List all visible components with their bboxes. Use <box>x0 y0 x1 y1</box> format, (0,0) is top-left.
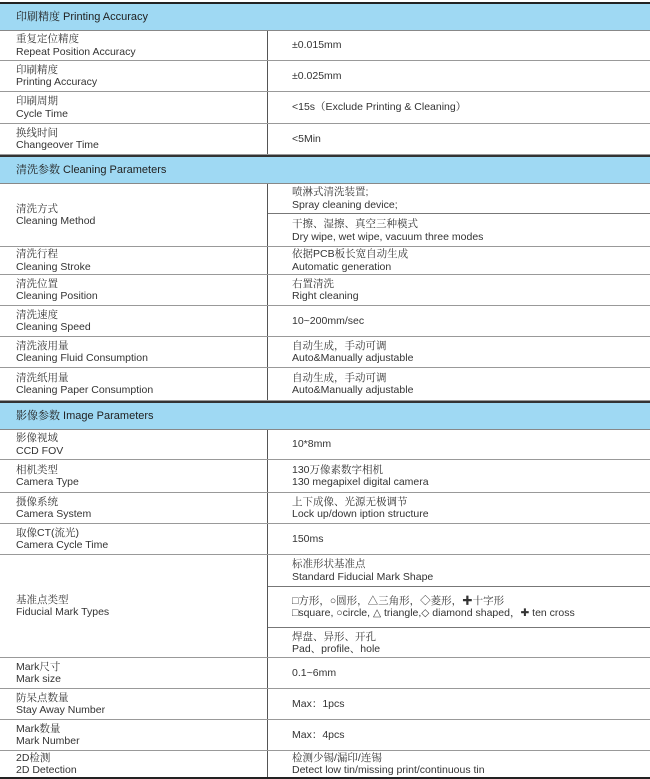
label-zh: 印刷周期 <box>16 95 58 107</box>
value-line: 10*8mm <box>292 438 332 451</box>
label-zh: 清洗速度 <box>16 308 58 321</box>
label-zh: 重复定位精度 <box>16 33 79 45</box>
param-value <box>268 31 650 60</box>
value-line: Pad、profile、hole <box>292 643 381 655</box>
table-row <box>0 689 650 720</box>
value-cell <box>268 124 650 154</box>
value-line: 自动生成，手动可调 <box>292 339 387 352</box>
label-zh: 清洗方式 <box>16 202 58 215</box>
value-line: 干擦、湿擦、真空三种模式 <box>292 218 418 230</box>
value-cell <box>268 306 650 336</box>
param-label <box>0 689 268 719</box>
value-cell <box>268 92 650 123</box>
label-en: Cleaning Speed <box>16 321 91 333</box>
table-row <box>0 337 650 368</box>
value-line: Lock up/down iption structure <box>292 508 429 520</box>
label-zh: 相机类型 <box>16 463 58 476</box>
param-value <box>268 92 650 123</box>
value-cell <box>268 275 650 305</box>
label-zh: 印刷精度 <box>16 63 58 76</box>
param-label <box>0 184 268 246</box>
value-line: □square, ○circle, △ triangle,◇ diamond shaped，✚ ten cross <box>292 607 575 619</box>
table-row <box>0 555 650 658</box>
param-label <box>0 247 268 274</box>
param-value <box>268 658 650 688</box>
label-zh: Mark尺寸 <box>16 660 61 673</box>
param-value <box>268 247 650 274</box>
value-cell <box>268 628 650 658</box>
param-value <box>268 493 650 523</box>
value-line: 自动生成，手动可调 <box>292 371 387 384</box>
value-line: 焊盘、异形、开孔 <box>292 630 376 643</box>
table-row <box>0 124 650 155</box>
param-label <box>0 658 268 688</box>
label-zh: Mark数量 <box>16 722 61 735</box>
param-value <box>268 460 650 492</box>
param-label <box>0 337 268 367</box>
table-row <box>0 306 650 337</box>
value-cell <box>268 493 650 523</box>
table-row <box>0 368 650 401</box>
param-value <box>268 689 650 719</box>
table-row <box>0 275 650 306</box>
value-cell <box>268 31 650 60</box>
param-label <box>0 61 268 91</box>
label-en: Cleaning Stroke <box>16 260 91 273</box>
value-line: Max：4pcs <box>292 728 345 741</box>
label-en: Cleaning Fluid Consumption <box>16 352 148 364</box>
table-row <box>0 720 650 751</box>
label-en: Changeover Time <box>16 139 99 151</box>
param-value <box>268 275 650 305</box>
value-cell <box>268 587 650 628</box>
param-label <box>0 368 268 400</box>
label-en: Cleaning Method <box>16 215 96 227</box>
label-zh: 清洗纸用量 <box>16 371 69 384</box>
value-cell <box>268 214 650 247</box>
value-line: 0.1~6mm <box>292 666 337 679</box>
label-zh: 基准点类型 <box>16 593 69 606</box>
table-row <box>0 247 650 275</box>
param-value <box>268 430 650 459</box>
table-row <box>0 184 650 247</box>
value-line: Detect low tin/missing print/continuous tin <box>292 764 485 776</box>
label-en: Mark size <box>16 673 61 685</box>
section-header: 影像参数 Image Parameters <box>0 401 650 430</box>
value-line: 依据PCB板长宽自动生成 <box>292 248 409 260</box>
value-line: Standard Fiducial Mark Shape <box>292 570 434 583</box>
param-label <box>0 31 268 60</box>
value-line: Dry wipe, wet wipe, vacuum three modes <box>292 230 484 243</box>
table-row <box>0 658 650 689</box>
param-label <box>0 524 268 554</box>
param-label <box>0 460 268 492</box>
value-cell <box>268 337 650 367</box>
param-label <box>0 493 268 523</box>
table-row <box>0 751 650 777</box>
value-line: Auto&Manually adjustable <box>292 384 414 396</box>
label-en: Printing Accuracy <box>16 76 98 88</box>
value-cell <box>268 524 650 554</box>
label-zh: 2D检测 <box>16 751 51 764</box>
value-line: Auto&Manually adjustable <box>292 352 414 364</box>
table-row <box>0 31 650 61</box>
value-cell <box>268 460 650 492</box>
label-en: 2D Detection <box>16 764 77 776</box>
label-en: CCD FOV <box>16 444 64 457</box>
param-value <box>268 124 650 154</box>
label-zh: 摄像系统 <box>16 495 58 508</box>
label-zh: 影像视域 <box>16 432 58 444</box>
value-cell <box>268 61 650 91</box>
table-row <box>0 61 650 92</box>
value-cell <box>268 658 650 688</box>
value-line: 喷淋式清洗装置; <box>292 186 369 198</box>
param-label <box>0 92 268 123</box>
param-label <box>0 751 268 777</box>
value-cell <box>268 689 650 719</box>
param-value <box>268 61 650 91</box>
value-line: ±0.015mm <box>292 39 342 52</box>
param-value <box>268 368 650 400</box>
label-en: Repeat Position Accuracy <box>16 45 136 58</box>
value-cell <box>268 368 650 400</box>
label-en: Cleaning Position <box>16 290 98 302</box>
param-value <box>268 524 650 554</box>
spec-table <box>0 2 650 779</box>
param-label <box>0 555 268 657</box>
section-header: 印刷精度 Printing Accuracy <box>0 4 650 31</box>
value-line: Max：1pcs <box>292 697 345 710</box>
label-en: Cleaning Paper Consumption <box>16 384 154 396</box>
label-zh: 清洗位置 <box>16 277 58 290</box>
table-row <box>0 460 650 493</box>
label-zh: 防呆点数量 <box>16 691 69 704</box>
label-en: Mark Number <box>16 735 80 747</box>
value-cell <box>268 430 650 459</box>
section-header: 清洗参数 Cleaning Parameters <box>0 155 650 184</box>
value-cell <box>268 184 650 214</box>
value-cell <box>268 555 650 587</box>
value-line: ±0.025mm <box>292 69 342 82</box>
label-zh: 清洗液用量 <box>16 339 69 352</box>
value-line: □方形，○圆形，△三角形，◇菱形，✚十字形 <box>292 594 505 607</box>
value-line: 上下成像、光源无极调节 <box>292 495 408 508</box>
label-en: Camera System <box>16 508 92 520</box>
value-cell <box>268 751 650 777</box>
param-value <box>268 306 650 336</box>
value-line: 130 megapixel digital camera <box>292 476 429 488</box>
value-line: <15s（Exclude Printing & Cleaning） <box>292 101 467 114</box>
table-row <box>0 524 650 555</box>
param-value <box>268 720 650 750</box>
label-zh: 取像CT(流光) <box>16 526 79 539</box>
label-en: Camera Cycle Time <box>16 539 109 551</box>
param-label <box>0 306 268 336</box>
value-line: 10~200mm/sec <box>292 314 365 327</box>
table-row <box>0 430 650 460</box>
label-zh: 清洗行程 <box>16 248 58 260</box>
label-en: Camera Type <box>16 476 79 488</box>
value-line: 右置清洗 <box>292 277 334 290</box>
param-label <box>0 720 268 750</box>
value-line: Automatic generation <box>292 260 392 273</box>
value-cell <box>268 247 650 274</box>
param-value <box>268 184 650 246</box>
param-value <box>268 337 650 367</box>
param-label <box>0 124 268 154</box>
label-en: Stay Away Number <box>16 704 106 716</box>
param-value <box>268 751 650 777</box>
label-en: Fiducial Mark Types <box>16 606 110 618</box>
value-line: 检测少锡/漏印/连锡 <box>292 751 382 764</box>
table-row <box>0 92 650 124</box>
label-zh: 换线时间 <box>16 126 58 139</box>
param-value <box>268 555 650 657</box>
value-line: 150ms <box>292 532 324 545</box>
table-row <box>0 493 650 524</box>
value-line: 标准形状基准点 <box>292 558 366 570</box>
value-line: 130万像素数字相机 <box>292 463 384 476</box>
value-cell <box>268 720 650 750</box>
value-line: <5Min <box>292 132 321 145</box>
param-label <box>0 430 268 459</box>
param-label <box>0 275 268 305</box>
value-line: Spray cleaning device; <box>292 198 398 211</box>
value-line: Right cleaning <box>292 290 359 302</box>
label-en: Cycle Time <box>16 107 68 120</box>
